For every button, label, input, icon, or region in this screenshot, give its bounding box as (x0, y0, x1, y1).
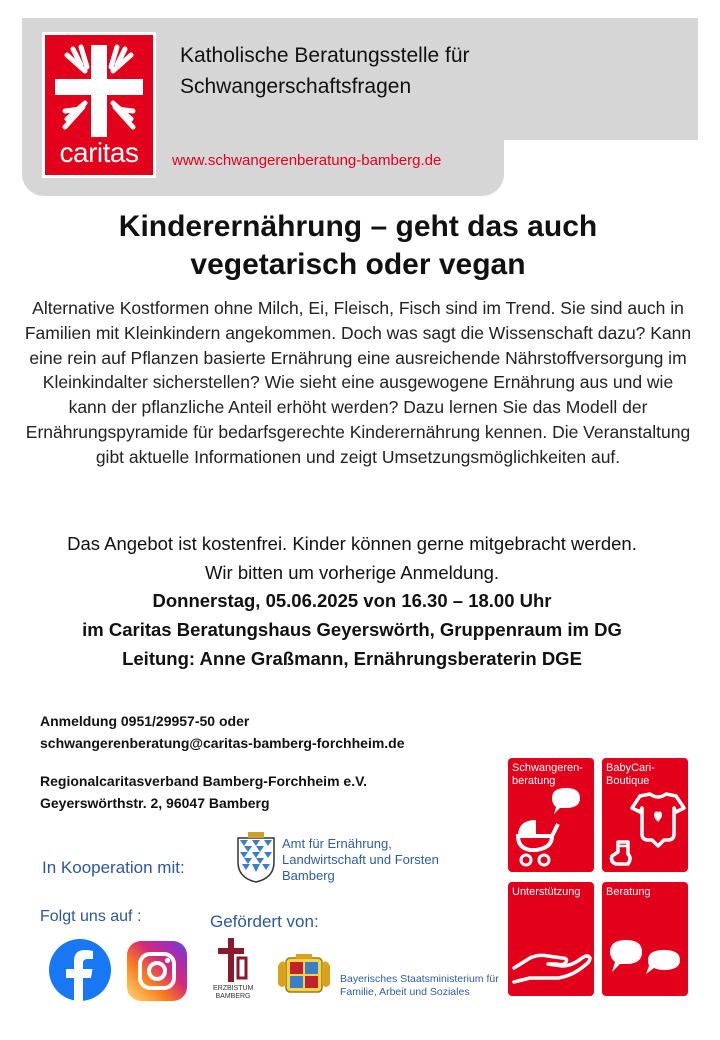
org-name-line-2: Schwangerschaftsfragen (180, 75, 412, 98)
website-link[interactable]: www.schwangerenberatung-bamberg.de (172, 152, 442, 169)
intro-paragraph: Alternative Kostformen ohne Milch, Ei, Fleisch, Fisch sind im Trend. Sie sind auch in Familien mit Kleinkindern angekommen. Doch was sagt die Wissenschaft dazu? Kann eine rein auf Pflanzen basierte Ernährung eine ausreichende Nährstoffversorgung im Kleinkindalter sicherstellen? Wie sieht eine ausgewogene Ernährung aus und wie kann der pflanzliche Anteil erhöht werden? Dazu lernen Sie das Modell der Ernährungspyramide für bedarfsgerechte Kinderernährung kennen. Die Veranstaltung gibt aktuelle Informationen und zeigt Umsetzungsmöglichkeiten auf. (24, 298, 692, 467)
helping-hand-icon (508, 882, 594, 996)
tile-beratung[interactable] (602, 882, 688, 996)
registration-block (40, 710, 405, 754)
offer-line-1: Das Angebot ist kostenfrei. Kinder können gerne mitgebracht werden. (67, 533, 637, 554)
registration-email[interactable]: schwangerenberatung@caritas-bamberg-forchheim.de (40, 735, 405, 751)
caritas-logo (42, 32, 156, 178)
bavaria-coat-of-arms-icon (276, 954, 332, 996)
organization-name (180, 40, 470, 102)
event-date: Donnerstag, 05.06.2025 von 16.30 – 18.00 Uhr (152, 590, 552, 611)
caritas-cross-icon (53, 41, 145, 141)
event-location: im Caritas Beratungshaus Geyerswörth, Gruppenraum im DG (82, 619, 622, 640)
registration-phone: Anmeldung 0951/29957-50 oder (40, 713, 250, 729)
speech-bubbles-icon (602, 882, 688, 996)
tile-label-line-1: Beratung (606, 886, 651, 898)
title-line-2: vegetarisch oder vegan (190, 248, 526, 281)
tile-label-line-1: Unterstützung (512, 886, 581, 898)
title-line-1: Kinderernährung – geht das auch (118, 210, 598, 243)
tile-unterstuetzung[interactable] (508, 882, 594, 996)
tile-label-line-2: Boutique (606, 775, 650, 787)
cooperation-label: In Kooperation mit: (42, 858, 185, 877)
bavaria-crest-icon (236, 832, 276, 884)
tile-label-line-1: Schwangeren- (512, 762, 583, 774)
stmin-line-1: Bayerisches Staatsministerium für (340, 973, 499, 985)
stmin-name (340, 973, 499, 998)
erzbistum-name (213, 985, 253, 1001)
org-address: Geyerswörthstr. 2, 96047 Bamberg (40, 795, 270, 811)
amt-line-3: Bamberg (282, 868, 335, 883)
tile-babycari-boutique[interactable] (602, 758, 688, 872)
stroller-speech-icon (508, 758, 594, 872)
instagram-icon[interactable] (126, 940, 188, 1002)
org-name-line-1: Katholische Beratungsstelle für (180, 44, 470, 67)
address-block (40, 770, 367, 814)
offer-line-2: Wir bitten um vorherige Anmeldung. (204, 562, 500, 583)
erzbistum-cross-icon (214, 936, 250, 984)
event-leader: Leitung: Anne Graßmann, Ernährungsberaterin DGE (122, 648, 582, 669)
stmin-line-2: Familie, Arbeit und Soziales (340, 985, 470, 998)
onesie-sock-icon (602, 758, 688, 872)
amt-line-1: Amt für Ernährung, (282, 836, 392, 851)
tile-label-line-1: BabyCari- (606, 762, 655, 774)
funded-label: Gefördert von: (210, 912, 319, 931)
page-title (0, 208, 716, 284)
amt-line-2: Landwirtschaft und Forsten (282, 852, 439, 867)
tile-schwangerenberatung[interactable] (508, 758, 594, 872)
logo-text: caritas (59, 137, 139, 168)
amt-name (282, 836, 439, 884)
facebook-icon[interactable] (48, 938, 112, 1002)
erzbistum-line-1: ERZBISTUM (213, 985, 254, 992)
org-full-name: Regionalcaritasverband Bamberg-Forchheim e.V. (40, 773, 368, 789)
tile-label-line-2: beratung (512, 775, 556, 787)
follow-label: Folgt uns auf : (40, 908, 142, 925)
erzbistum-line-2: BAMBERG (215, 993, 251, 1000)
